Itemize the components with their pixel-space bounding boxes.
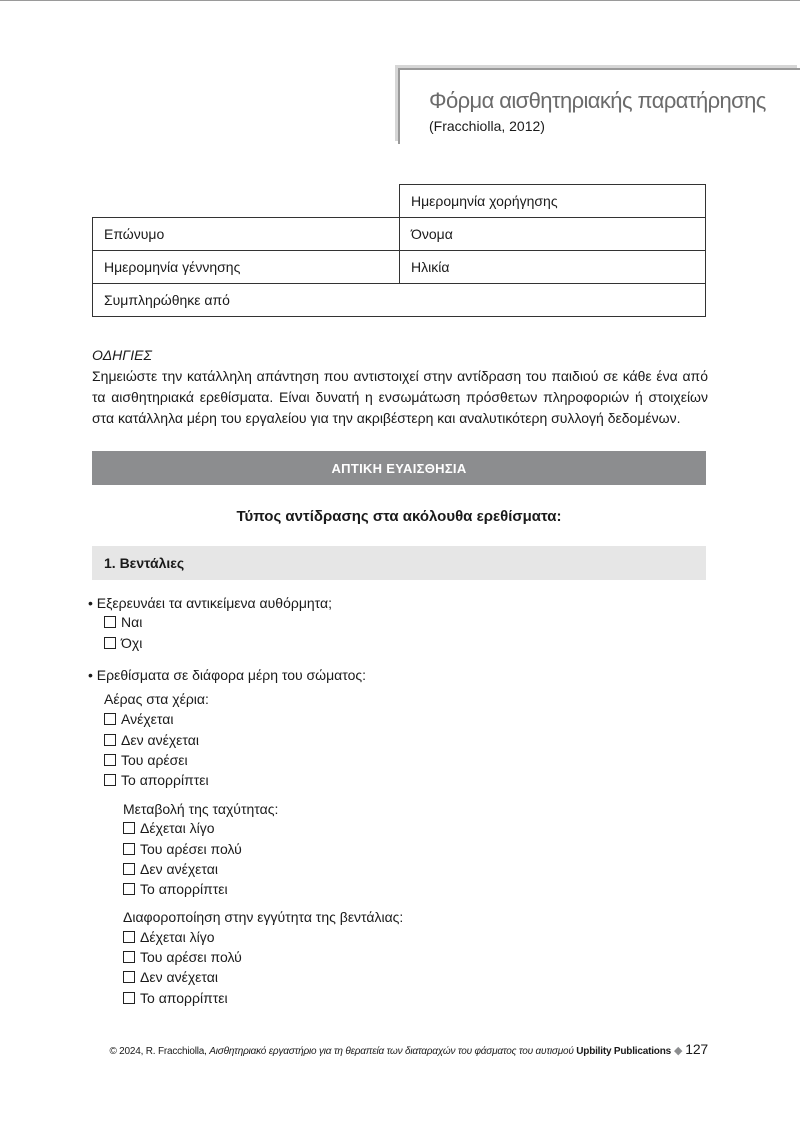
option-proximity-not-tolerates[interactable]: [123, 968, 218, 986]
form-title: Φόρμα αισθητηριακής παρατήρησης: [429, 88, 766, 113]
option-proximity-likes-much[interactable]: [123, 948, 242, 966]
checkbox[interactable]: [123, 822, 135, 834]
section-title: ΑΠΤΙΚΗ ΕΥΑΙΣΘΗΣΙΑ: [331, 460, 467, 476]
section-title-bar: [92, 451, 706, 485]
instructions-text: Σημειώστε την κατάλληλη απάντηση που αντιστοιχεί στην αντίδραση του παιδιού σε κάθε ένα από τα αισθητηριακά ερεθίσματα. Είναι δυνατή η ενσωμάτωση πρόσθετων πληροφοριών ή στοιχείων στα κατάλληλα μέρη του εργαλείου για την ακριβέστερη και αναλυτικότερη συλλογή δεδομένων.: [92, 368, 708, 426]
option-label: Του αρέσει: [121, 752, 188, 768]
option-proximity-accepts-little[interactable]: [123, 928, 215, 946]
checkbox[interactable]: [123, 843, 135, 855]
option-speed-likes-much[interactable]: [123, 840, 242, 858]
option-speed-rejects[interactable]: [123, 880, 228, 898]
surname-field[interactable]: Επώνυμο: [93, 218, 400, 251]
option-air-likes[interactable]: [104, 751, 188, 769]
form-subtitle: (Fracchiolla, 2012): [429, 118, 545, 134]
checkbox[interactable]: [123, 992, 135, 1004]
option-no[interactable]: [104, 634, 142, 652]
age-field[interactable]: Ηλικία: [400, 251, 706, 284]
title-box: [398, 68, 800, 144]
page-number: 127: [685, 1041, 708, 1057]
option-label: Το απορρίπτει: [140, 990, 228, 1006]
table-row: [93, 251, 706, 284]
option-proximity-rejects[interactable]: [123, 989, 228, 1007]
checkbox[interactable]: [104, 754, 116, 766]
option-label: Του αρέσει πολύ: [140, 841, 242, 857]
footer-publisher: Upbility Publications: [573, 1046, 671, 1057]
checkbox[interactable]: [104, 616, 116, 628]
speed-change-label: Μεταβολή της ταχύτητας:: [123, 801, 279, 817]
air-hands-label: Αέρας στα χέρια:: [104, 691, 209, 707]
option-speed-not-tolerates[interactable]: [123, 860, 218, 878]
diamond-icon: ◆: [673, 1045, 683, 1057]
option-label: Δεν ανέχεται: [121, 732, 199, 748]
instructions-heading: ΟΔΗΓΙΕΣ: [92, 347, 152, 363]
option-label: Ναι: [121, 614, 143, 630]
checkbox[interactable]: [104, 774, 116, 786]
reaction-heading: Τύπος αντίδρασης στα ακόλουθα ερεθίσματα:: [236, 508, 562, 525]
option-label: Δεν ανέχεται: [140, 861, 218, 877]
checkbox[interactable]: [123, 883, 135, 895]
option-label: Το απορρίπτει: [121, 772, 209, 788]
checkbox[interactable]: [104, 713, 116, 725]
checkbox[interactable]: [104, 637, 116, 649]
top-rule: [0, 0, 800, 1]
birth-date-field[interactable]: Ημερομηνία γέννησης: [93, 251, 400, 284]
option-label: Όχι: [121, 635, 143, 651]
page-footer: [92, 1041, 708, 1057]
option-label: Δέχεται λίγο: [140, 929, 215, 945]
option-label: Το απορρίπτει: [140, 881, 228, 897]
checkbox[interactable]: [123, 863, 135, 875]
checkbox[interactable]: [104, 734, 116, 746]
table-row: [93, 284, 706, 317]
option-label: Του αρέσει πολύ: [140, 949, 242, 965]
question-explores: • Εξερευνάει τα αντικείμενα αυθόρμητα;: [88, 595, 332, 611]
checkbox[interactable]: [123, 971, 135, 983]
option-label: Δέχεται λίγο: [140, 820, 215, 836]
subsection-bar: [92, 546, 706, 580]
proximity-label: Διαφοροποίηση στην εγγύτητα της βεντάλιας:: [123, 909, 404, 925]
info-table: [92, 184, 706, 317]
option-air-tolerates[interactable]: [104, 710, 173, 728]
option-speed-accepts-little[interactable]: [123, 819, 215, 837]
footer-work-title: Αισθητηριακό εργαστήριο για τη θεραπεία των διαταραχών του φάσματος του αυτισμού: [209, 1046, 574, 1057]
option-label: Ανέχεται: [121, 711, 174, 727]
footer-copyright: © 2024, R. Fracchiolla,: [109, 1046, 210, 1057]
table-row: [93, 218, 706, 251]
instructions: [92, 345, 708, 429]
option-label: Δεν ανέχεται: [140, 969, 218, 985]
empty-cell: [93, 185, 400, 218]
checkbox[interactable]: [123, 951, 135, 963]
checkbox[interactable]: [123, 931, 135, 943]
option-air-rejects[interactable]: [104, 771, 209, 789]
question-stimuli: • Ερεθίσματα σε διάφορα μέρη του σώματος:: [88, 667, 367, 683]
table-row: [93, 185, 706, 218]
subsection-title: 1. Βεντάλιες: [104, 555, 185, 571]
admin-date-field[interactable]: Ημερομηνία χορήγησης: [400, 185, 706, 218]
completed-by-field[interactable]: Συμπληρώθηκε από: [93, 284, 706, 317]
option-air-not-tolerates[interactable]: [104, 731, 199, 749]
option-yes[interactable]: [104, 613, 142, 631]
name-field[interactable]: Όνομα: [400, 218, 706, 251]
